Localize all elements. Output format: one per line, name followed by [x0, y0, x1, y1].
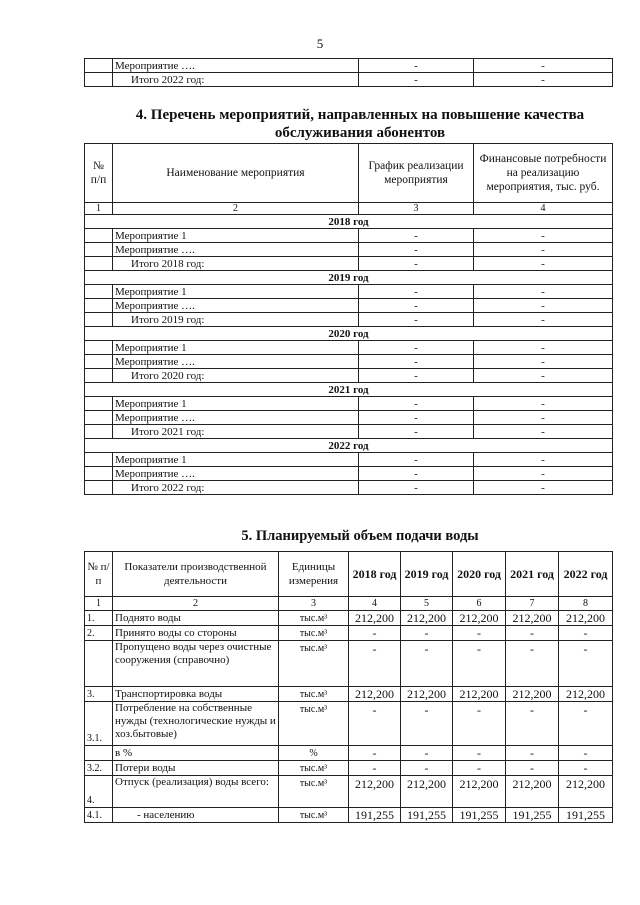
col-number: 7 — [506, 597, 559, 611]
value-cell: - — [401, 626, 453, 641]
header-indicator: Показатели производственной деятельности — [113, 552, 279, 597]
table-row — [85, 776, 613, 808]
finance-cell: - — [474, 243, 613, 257]
table-row — [85, 229, 613, 243]
total-label-cell: Итого 2022 год: — [113, 73, 359, 87]
finance-cell: - — [474, 299, 613, 313]
header-finance: Финансовые потребности на реализацию мероприятия, тыс. руб. — [474, 144, 613, 203]
value-cell: 212,200 — [401, 776, 453, 808]
unit-cell: тыс.м³ — [279, 687, 349, 702]
value-cell: 212,200 — [506, 611, 559, 626]
section-4-table — [84, 143, 613, 495]
column-numbers-row — [85, 203, 613, 215]
year-label: 2018 год — [85, 215, 613, 229]
finance-cell: - — [474, 397, 613, 411]
table-row — [85, 687, 613, 702]
schedule-cell: - — [359, 397, 474, 411]
activity-name-cell: Мероприятие …. — [113, 59, 359, 73]
table-cell — [85, 453, 113, 467]
value-cell: - — [559, 641, 613, 687]
schedule-cell: - — [359, 257, 474, 271]
table-cell — [85, 313, 113, 327]
unit-cell: тыс.м³ — [279, 776, 349, 808]
value-cell: 212,200 — [453, 687, 506, 702]
year-row — [85, 327, 613, 341]
activity-name-cell: Мероприятие …. — [113, 411, 359, 425]
table-cell — [85, 397, 113, 411]
value-cell: - — [506, 761, 559, 776]
value-cell: 212,200 — [453, 611, 506, 626]
col-number: 3 — [359, 203, 474, 215]
finance-cell: - — [474, 411, 613, 425]
section-4-title-line2: обслуживания абонентов — [274, 125, 446, 141]
value-cell: 212,200 — [349, 687, 401, 702]
table-row — [85, 425, 613, 439]
activity-name-cell: Мероприятие 1 — [113, 453, 359, 467]
table-cell — [85, 257, 113, 271]
col-number: 4 — [474, 203, 613, 215]
table-row — [85, 243, 613, 257]
schedule-cell: - — [359, 481, 474, 495]
schedule-cell: - — [359, 285, 474, 299]
table-row — [85, 411, 613, 425]
col-number: 5 — [401, 597, 453, 611]
table-cell — [85, 285, 113, 299]
table-row — [85, 746, 613, 761]
table-cell — [85, 59, 113, 73]
header-year: 2019 год — [401, 552, 453, 597]
schedule-cell: - — [359, 73, 474, 87]
col-number: 2 — [113, 597, 279, 611]
row-number: 3.1. — [85, 702, 113, 746]
value-cell: - — [453, 641, 506, 687]
indicator-name: - населению — [113, 808, 279, 823]
table-cell — [85, 229, 113, 243]
activity-name-cell: Мероприятие …. — [113, 299, 359, 313]
value-cell: - — [401, 641, 453, 687]
schedule-cell: - — [359, 453, 474, 467]
value-cell: 212,200 — [349, 611, 401, 626]
header-unit: Единицы измерения — [279, 552, 349, 597]
year-row — [85, 383, 613, 397]
table-row — [85, 73, 613, 87]
table-row — [85, 355, 613, 369]
total-label-cell: Итого 2020 год: — [113, 369, 359, 383]
value-cell: - — [349, 641, 401, 687]
table-cell — [85, 481, 113, 495]
header-num: № п/п — [85, 552, 113, 597]
indicator-name: в % — [113, 746, 279, 761]
value-cell: - — [559, 761, 613, 776]
value-cell: - — [401, 702, 453, 746]
unit-cell: тыс.м³ — [279, 761, 349, 776]
table-cell — [85, 299, 113, 313]
header-year: 2022 год — [559, 552, 613, 597]
row-number: 1. — [85, 611, 113, 626]
row-number: 3. — [85, 687, 113, 702]
schedule-cell: - — [359, 467, 474, 481]
header-year: 2021 год — [506, 552, 559, 597]
value-cell: - — [506, 626, 559, 641]
row-number: 2. — [85, 626, 113, 641]
col-number: 8 — [559, 597, 613, 611]
section-5-title: 5. Планируемый объем подачи воды — [241, 528, 479, 544]
activity-name-cell: Мероприятие …. — [113, 243, 359, 257]
year-label: 2019 год — [85, 271, 613, 285]
section-4-title — [100, 106, 620, 142]
row-number: 3.2. — [85, 761, 113, 776]
table-row — [85, 626, 613, 641]
finance-cell: - — [474, 73, 613, 87]
value-cell: 191,255 — [506, 808, 559, 823]
value-cell: 212,200 — [349, 776, 401, 808]
finance-cell: - — [474, 355, 613, 369]
col-number: 1 — [85, 203, 113, 215]
value-cell: - — [506, 702, 559, 746]
finance-cell: - — [474, 59, 613, 73]
column-numbers-row — [85, 597, 613, 611]
value-cell: - — [559, 702, 613, 746]
indicator-name: Отпуск (реализация) воды всего: — [113, 776, 279, 808]
table-row — [85, 467, 613, 481]
unit-cell: тыс.м³ — [279, 808, 349, 823]
table-row — [85, 299, 613, 313]
table-cell — [85, 243, 113, 257]
row-number — [85, 641, 113, 687]
schedule-cell: - — [359, 425, 474, 439]
schedule-cell: - — [359, 299, 474, 313]
year-row — [85, 215, 613, 229]
unit-cell: тыс.м³ — [279, 702, 349, 746]
activity-name-cell: Мероприятие …. — [113, 467, 359, 481]
value-cell: - — [401, 746, 453, 761]
row-number: 4. — [85, 776, 113, 808]
section-4-title-line1: 4. Перечень мероприятий, направленных на повышение качества — [135, 107, 585, 123]
table-cell — [85, 341, 113, 355]
value-cell: 212,200 — [401, 687, 453, 702]
value-cell: - — [453, 746, 506, 761]
table-row — [85, 59, 613, 73]
activity-name-cell: Мероприятие 1 — [113, 285, 359, 299]
year-label: 2020 год — [85, 327, 613, 341]
table-row — [85, 313, 613, 327]
indicator-name: Поднято воды — [113, 611, 279, 626]
value-cell: - — [559, 626, 613, 641]
unit-cell: тыс.м³ — [279, 611, 349, 626]
table-row — [85, 808, 613, 823]
table-row — [85, 611, 613, 626]
header-row — [85, 144, 613, 203]
table-row — [85, 257, 613, 271]
year-row — [85, 271, 613, 285]
header-year: 2018 год — [349, 552, 401, 597]
page-number: 5 — [316, 36, 324, 51]
finance-cell: - — [474, 425, 613, 439]
schedule-cell: - — [359, 243, 474, 257]
value-cell: 212,200 — [506, 776, 559, 808]
value-cell: - — [453, 702, 506, 746]
finance-cell: - — [474, 257, 613, 271]
indicator-name: Потребление на собственные нужды (технологические нужды и хоз.бытовые) — [113, 702, 279, 746]
col-number: 4 — [349, 597, 401, 611]
value-cell: 191,255 — [559, 808, 613, 823]
continuation-table — [84, 58, 613, 87]
finance-cell: - — [474, 453, 613, 467]
value-cell: 212,200 — [559, 687, 613, 702]
value-cell: - — [349, 746, 401, 761]
indicator-name: Принято воды со стороны — [113, 626, 279, 641]
indicator-name: Пропущено воды через очистные сооружения (справочно) — [113, 641, 279, 687]
value-cell: - — [506, 746, 559, 761]
table-row — [85, 481, 613, 495]
finance-cell: - — [474, 467, 613, 481]
schedule-cell: - — [359, 341, 474, 355]
finance-cell: - — [474, 341, 613, 355]
schedule-cell: - — [359, 369, 474, 383]
table-cell — [85, 355, 113, 369]
schedule-cell: - — [359, 313, 474, 327]
value-cell: 191,255 — [349, 808, 401, 823]
unit-cell: % — [279, 746, 349, 761]
finance-cell: - — [474, 285, 613, 299]
total-label-cell: Итого 2021 год: — [113, 425, 359, 439]
table-cell — [85, 411, 113, 425]
table-row — [85, 761, 613, 776]
value-cell: - — [349, 761, 401, 776]
activity-name-cell: Мероприятие …. — [113, 355, 359, 369]
activity-name-cell: Мероприятие 1 — [113, 397, 359, 411]
value-cell: 212,200 — [559, 611, 613, 626]
table-cell — [85, 369, 113, 383]
total-label-cell: Итого 2018 год: — [113, 257, 359, 271]
header-num: № п/п — [85, 144, 113, 203]
schedule-cell: - — [359, 229, 474, 243]
total-label-cell: Итого 2019 год: — [113, 313, 359, 327]
table-row — [85, 453, 613, 467]
year-row — [85, 439, 613, 453]
value-cell: 191,255 — [401, 808, 453, 823]
table-row — [85, 369, 613, 383]
table-row — [85, 702, 613, 746]
value-cell: - — [349, 702, 401, 746]
section-5-table — [84, 551, 613, 823]
col-number: 2 — [113, 203, 359, 215]
value-cell: - — [506, 641, 559, 687]
table-row — [85, 341, 613, 355]
value-cell: 212,200 — [559, 776, 613, 808]
schedule-cell: - — [359, 411, 474, 425]
unit-cell: тыс.м³ — [279, 641, 349, 687]
value-cell: - — [453, 761, 506, 776]
table-cell — [85, 467, 113, 481]
value-cell: 212,200 — [401, 611, 453, 626]
row-number: 4.1. — [85, 808, 113, 823]
header-schedule: График реализации мероприятия — [359, 144, 474, 203]
table-row — [85, 285, 613, 299]
value-cell: 212,200 — [453, 776, 506, 808]
total-label-cell: Итого 2022 год: — [113, 481, 359, 495]
value-cell: - — [401, 761, 453, 776]
value-cell: - — [349, 626, 401, 641]
value-cell: - — [453, 626, 506, 641]
schedule-cell: - — [359, 59, 474, 73]
table-cell — [85, 425, 113, 439]
col-number: 6 — [453, 597, 506, 611]
activity-name-cell: Мероприятие 1 — [113, 341, 359, 355]
table-row — [85, 397, 613, 411]
col-number: 3 — [279, 597, 349, 611]
year-label: 2022 год — [85, 439, 613, 453]
value-cell: 191,255 — [453, 808, 506, 823]
activity-name-cell: Мероприятие 1 — [113, 229, 359, 243]
finance-cell: - — [474, 229, 613, 243]
row-number — [85, 746, 113, 761]
header-row — [85, 552, 613, 597]
finance-cell: - — [474, 313, 613, 327]
finance-cell: - — [474, 369, 613, 383]
value-cell: - — [559, 746, 613, 761]
indicator-name: Транспортировка воды — [113, 687, 279, 702]
unit-cell: тыс.м³ — [279, 626, 349, 641]
table-row — [85, 641, 613, 687]
header-name: Наименование мероприятия — [113, 144, 359, 203]
header-year: 2020 год — [453, 552, 506, 597]
table-cell — [85, 73, 113, 87]
value-cell: 212,200 — [506, 687, 559, 702]
indicator-name: Потери воды — [113, 761, 279, 776]
year-label: 2021 год — [85, 383, 613, 397]
finance-cell: - — [474, 481, 613, 495]
col-number: 1 — [85, 597, 113, 611]
schedule-cell: - — [359, 355, 474, 369]
